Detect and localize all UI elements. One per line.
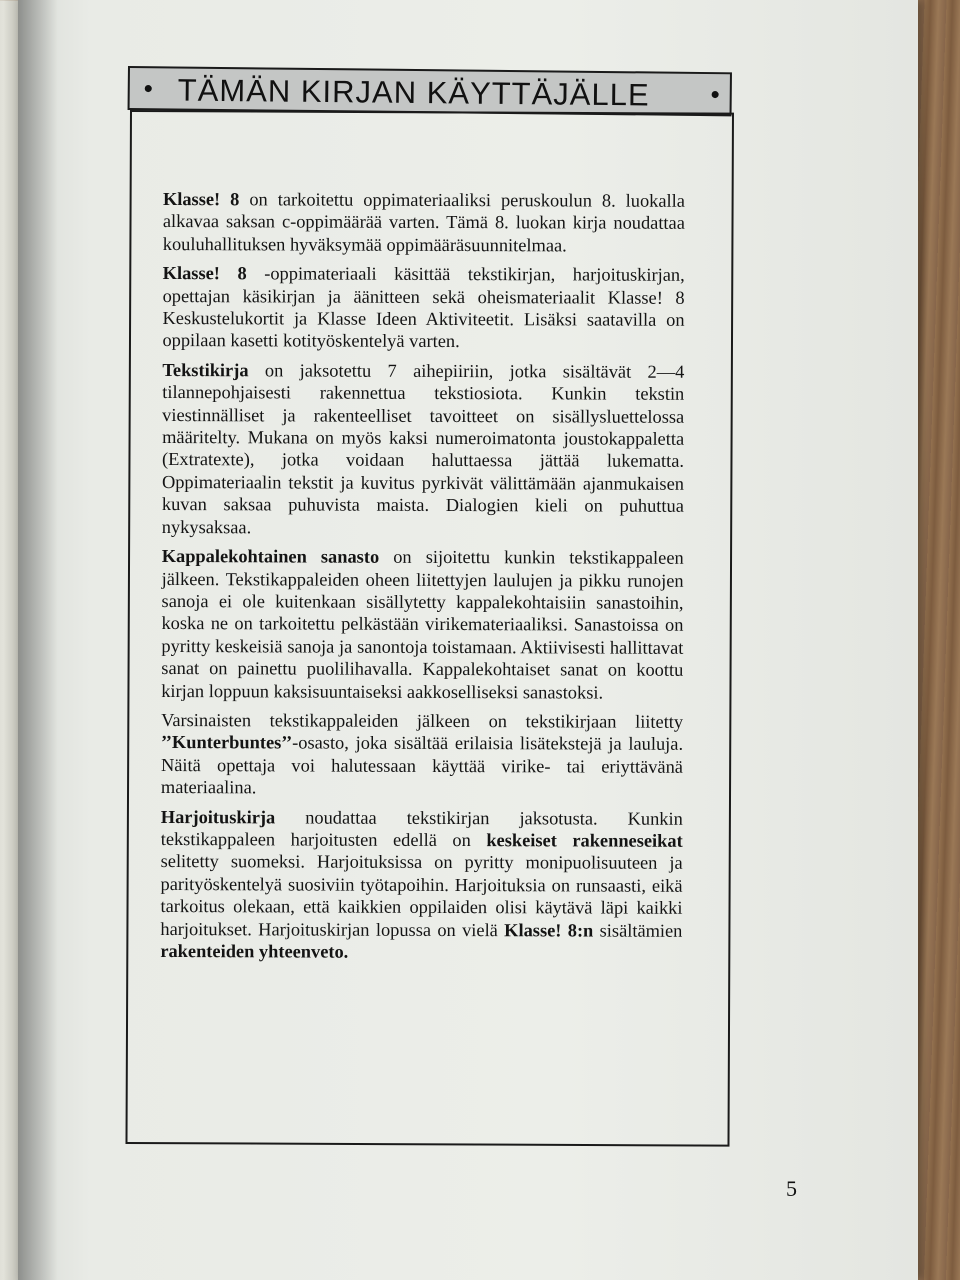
bullet-right: •	[710, 79, 720, 110]
paragraph-1: Klasse! 8 on tarkoitettu oppimateriaaliksi peruskoulun 8. luokalla alkavaa saksan c-oppimäärää varten. Tämä 8. luokan kirja noudattaa kouluhallituksen hyväksymää oppimääräsuunnitelmaa.	[162, 189, 685, 256]
paragraph-3: Tekstikirja on jaksotettu 7 aihepiiriin, jotka sisältävät 2—4 tilannepohjaisesti rakennettua tekstiosiota. Kunkin tekstin viestinnälliset ja rakenteelliset tavoitteet on sisällysluettelossa määritelty. Mukana on myös kaksi numeroimatonta joustokappaletta (Extratexte), jotka voidaan haluttaessa jättää lukematta. Oppimateriaalin tekstit ja kuvitus pyrkivät välittämään ajanmukaisen kuvan saksaa puhuvista maista. Dialogien kieli on puhuttua nykysaksaa.	[161, 359, 685, 537]
paragraph-6: Harjoituskirja noudattaa tekstikirjan jaksotusta. Kunkin tekstikappaleen harjoitusten edellä on keskeiset rakenneseikat selitetty suomeksi. Harjoituksissa on pyritty monipuolisuuteen ja parityöskentelyä suosiviin työtapoihin. Harjoituksia on runsaasti, eikä tarkoitus olekaan, että kaikkien oppilaiden olisi käytävä läpi kaikki harjoitukset. Harjoituskirjan lopussa on vielä Klasse! 8:n sisältämien rakenteiden yhteenveto.	[160, 806, 683, 962]
bold-term: Tekstikirja	[162, 359, 249, 381]
paragraph-2: Klasse! 8 -oppimateriaali käsittää tekstikirjan, harjoituskirjan, opettajan käsikirjan ja äänitteen sekä oheismateriaalit Klasse! 8 Keskustelukortit ja Klasse Ideen Aktiviteetit. Lisäksi saatavilla on oppilaan kasetti kotityöskentelyä varten.	[162, 263, 685, 352]
bold-term: keskeiset rakenneseikat	[486, 830, 683, 851]
bold-term: rakenteiden yhteenveto.	[160, 940, 349, 962]
paragraph-4: Kappalekohtainen sanasto on sijoitettu kunkin tekstikappaleen jälkeen. Tekstikappaleiden oheen liitettyjen laulujen ja pikku runojen sanoja ei ole kuitenkaan sisällytetty kappalekohtaisiin sanastoihin, koska ne on tarkoitettu pelkästään virikemateriaaliksi. Sanastoissa on pyritty keskeisiä sanoja ja sanontoja toistamaan. Aktiivisesti hallittavat sanat on painettu puolilihavalla. Kappalekohtaiset sanat on koottu kirjan loppuun kaksisuuntaiseksi aakkoselliseksi sanastoksi.	[161, 546, 684, 703]
bold-term: Klasse! 8	[162, 263, 247, 284]
bold-term: Kappalekohtainen sanasto	[161, 546, 380, 567]
binding-shadow	[18, 0, 58, 1280]
page-number: 5	[786, 1176, 797, 1201]
paragraph-5: Varsinaisten tekstikappaleiden jälkeen on tekstikirjaan liitetty ’’Kunterbuntes’’-osasto, joka sisältää erilaisia lisätekstejä ja lauluja. Näitä opettaja voi halutessaan käyttää virike- tai eriyttävänä materiaalina.	[160, 709, 684, 798]
page-title: TÄMÄN KIRJAN KÄYTTÄJÄLLE	[177, 72, 650, 113]
bold-term: ’’Kunterbuntes’’	[161, 732, 293, 753]
chapter-title-bar	[128, 66, 732, 116]
bullet-left: •	[143, 73, 154, 104]
bold-term: Harjoituskirja	[160, 806, 276, 827]
bold-term: Klasse! 8	[162, 189, 240, 210]
bold-term: Klasse! 8:n	[504, 919, 594, 941]
body-text	[160, 188, 685, 971]
